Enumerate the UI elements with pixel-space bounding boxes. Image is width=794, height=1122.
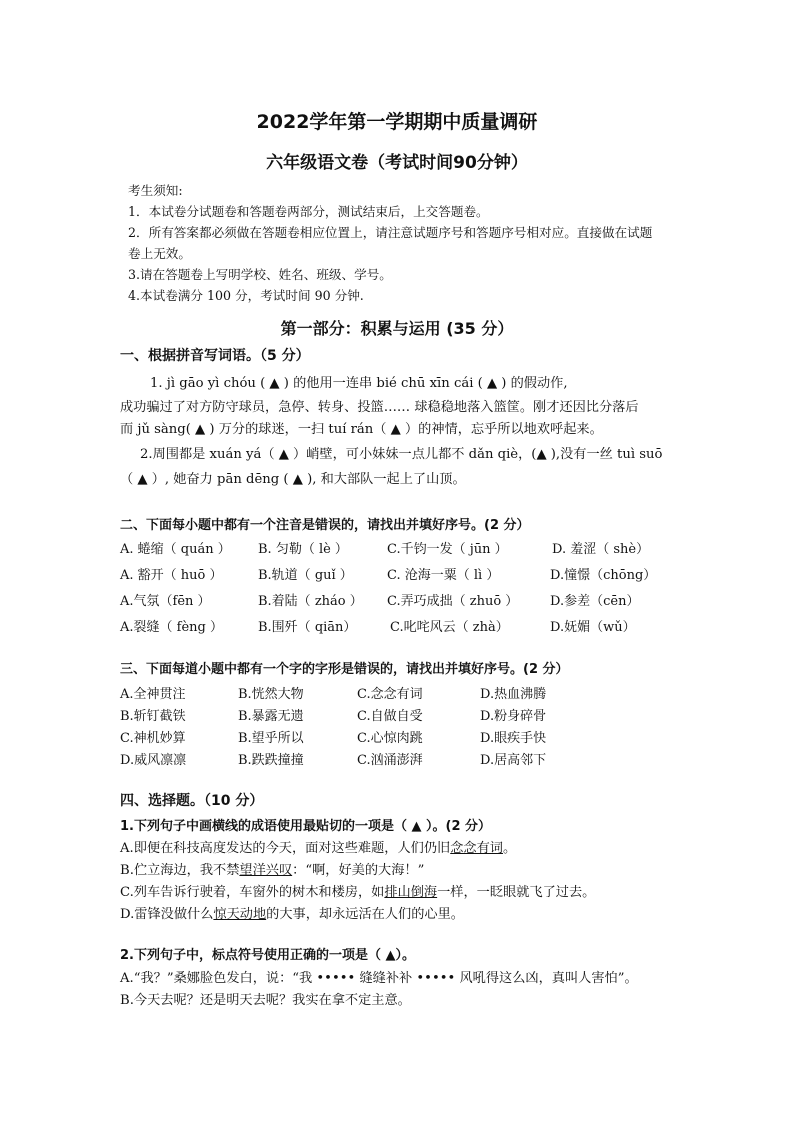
q3-option: C.自做自受 [357,709,423,724]
underlined-idiom: 望洋兴叹 [239,863,293,878]
q2-option: D.参差（cēn） [550,594,640,609]
q3-option: D.眼疾手快 [480,731,547,746]
q4-2-option-a: A.“我？”桑娜脸色发白，说：“我 ••••• 缝缝补补 ••••• 风吼得这么凶，真叫人害怕”。 [120,971,638,986]
q4-option-b [120,862,424,879]
q4-sub-question-2: 2.下列句子中，标点符号使用正确的一项是（ ▲）。 [120,948,416,963]
q4-option-c [120,884,595,901]
q2-option: B.着陆（ zháo ） [258,594,363,609]
exam-subtitle: 六年级语文卷（考试时间90分钟） [266,153,528,173]
underlined-idiom: 排山倒海 [384,885,438,900]
part-heading: 第一部分：积累与运用 (35 分） [280,319,514,338]
q4-2-option-b: B.今天去呢？还是明天去呢？我实在拿不定主意。 [120,993,411,1008]
section-heading-2: 二、下面每小题中都有一个注音是错误的，请找出并填好序号。(2 分） [120,518,530,533]
q2-option: A. 蜷缩（ quán ） [120,542,231,557]
underlined-idiom: 惊天动地 [213,907,267,922]
notice-line: 卷上无效。 [128,246,191,261]
q3-option: B.望乎所以 [238,731,304,746]
q2-option: C. 沧海一粟（ lì ） [387,568,500,583]
q3-option: D.粉身碎骨 [480,709,547,724]
q2-option: A.裂缝（ fèng ） [120,620,223,635]
q3-option: C.念念有词 [357,687,423,702]
q3-option: C.汹涌澎湃 [357,753,423,768]
q3-option: D.热血沸腾 [480,687,547,702]
section-heading-1: 一、根据拼音写词语。（5 分） [120,348,310,364]
q2-option: D.妩媚（wǔ） [550,620,636,635]
q3-option: D.威风凛凛 [120,753,187,768]
q2-option: C.千钧一发（ jūn ） [387,542,508,557]
q2-option: D.憧憬（chōng） [550,568,657,583]
q1-line: 2.周围都是 xuán yá（ ▲ ）峭壁，可小妹妹一点儿都不 dǎn qiè，(▲ ),没有一丝 tuì suō [140,447,663,462]
q1-line: 而 jǔ sàng( ▲ ) 万分的球迷，一扫 tuí rán（ ▲ ）的神情，忘乎所以地欢呼起来。 [120,422,603,437]
q3-option: B.斩钉截铁 [120,709,186,724]
q2-option: B. 匀勒（ lè ） [258,542,348,557]
q2-option: B.围歼（ qiān） [258,620,357,635]
section-heading-3: 三、下面每道小题中都有一个字的字形是错误的，请找出并填好序号。(2 分） [120,662,569,677]
q4-sub-question-1: 1.下列句子中画横线的成语使用最贴切的一项是（ ▲ ）。(2 分） [120,819,492,834]
option-text: C.列车告诉行驶着，车窗外的树木和楼房，如 [120,885,385,900]
q3-option: A.全神贯注 [120,687,186,702]
q1-line: 成功骗过了对方防守球员，急停、转身、投篮…… 球稳稳地落入篮筐。刚才还因比分落后 [120,400,639,415]
q2-option: A. 豁开（ huō ） [120,568,223,583]
q2-option: C.叱咤风云（ zhà） [390,620,509,635]
q1-line: （ ▲ ）, 她奋力 pān dēng ( ▲ ), 和大部队一起上了山顶。 [120,472,466,487]
option-text: B.伫立海边，我不禁 [120,863,240,878]
exam-title: 2022学年第一学期期中质量调研 [256,111,538,133]
option-text: D.雷锋没做什么 [120,907,214,922]
notice-line: 4.本试卷满分 100 分，考试时间 90 分钟. [128,288,364,303]
option-text: ：“啊，好美的大海！” [292,863,425,878]
option-text: A.即便在科技高度发达的今天，面对这些难题，人们仍旧 [120,841,451,856]
q3-option: B.暴露无遗 [238,709,304,724]
section-heading-4: 四、选择题。（10 分） [120,793,264,809]
q2-option: C.弄巧成拙（ zhuō ） [387,594,519,609]
q3-option: C.神机妙算 [120,731,186,746]
option-text: 的大事，却永远活在人们的心里。 [266,907,464,922]
q3-option: D.居高邻下 [480,753,547,768]
q3-option: B.恍然大物 [238,687,304,702]
notice-heading: 考生须知: [128,183,183,198]
notice-line: 2．所有答案都必须做在答题卷相应位置上，请注意试题序号和答题序号相对应。直接做在试题 [128,225,653,240]
notice-line: 3.请在答题卷上写明学校、姓名、班级、学号。 [128,267,392,282]
q2-option: A.气氛（fēn ） [120,594,211,609]
option-text: 一样，一眨眼就飞了过去。 [437,885,596,900]
underlined-idiom: 念念有词 [450,841,503,856]
q2-option: B.轨道（ guǐ ） [258,568,353,583]
option-text: 。 [502,841,517,856]
notice-line: 1．本试卷分试题卷和答题卷两部分，测试结束后，上交答题卷。 [128,204,489,219]
q3-option: C.心惊肉跳 [357,731,423,746]
q4-option-d [120,906,464,923]
q2-option: D. 羞涩（ shè） [552,542,650,557]
q3-option: B.跌跌撞撞 [238,753,304,768]
q4-option-a [120,840,516,857]
q1-line: 1. jì gāo yì chóu ( ▲ ) 的他用一连串 bié chū xīn cái ( ▲ ) 的假动作, [150,376,568,391]
